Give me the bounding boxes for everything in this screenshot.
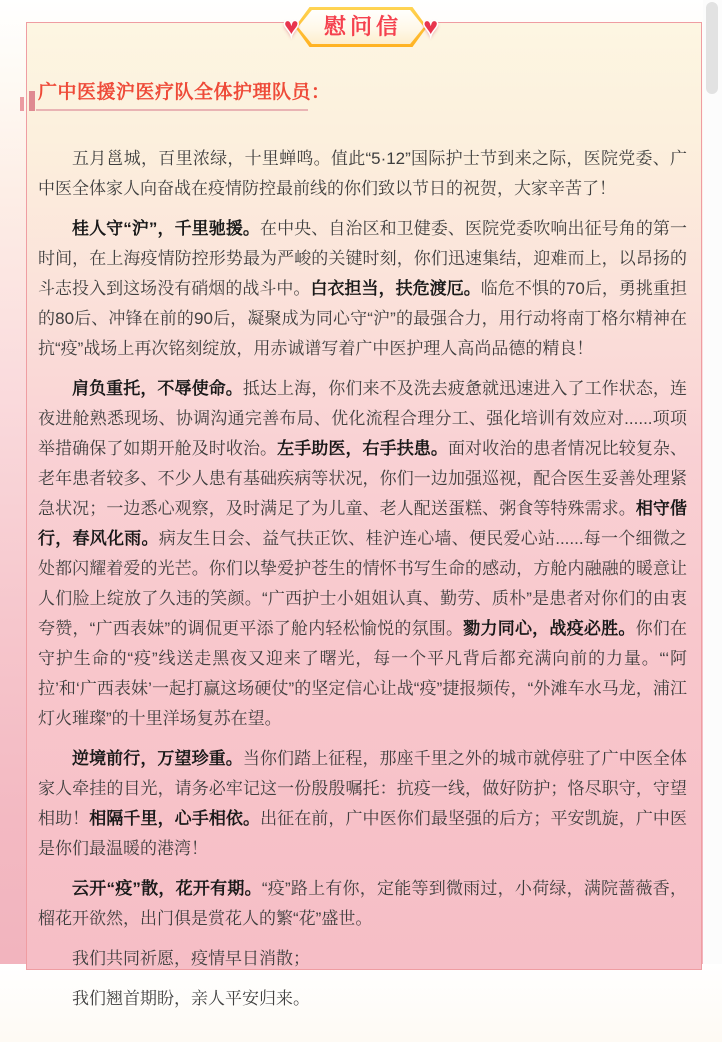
salutation-decoration-bar	[20, 97, 24, 111]
paragraph-text: 病友生日会、益气扶正饮、桂沪连心墙、便民爱心站......每一个细微之处都闪耀着爱的光芒。你们以挚爱护苍生的情怀书写生命的感动，方舱内融融的暖意让人们脸上绽放了久违的笑颜。“广西护士小姐姐认真、勤劳、质朴”是患者对你们的由衷夸赞，“广西表妹”的调侃更平添了舱内轻松愉悦的氛围。	[38, 529, 687, 638]
letter-card	[26, 22, 702, 1008]
paragraph-text: 面对收治的患者情况比较复杂、老年患者较多、不少人患有基础疾病等状况，你们一边加强巡视，配合医生妥善处理紧急状况；一边悉心观察，及时满足了为儿童、老人配送蛋糕、粥食等特殊需求。	[38, 439, 688, 518]
paragraph	[38, 214, 687, 364]
salutation-underline	[36, 109, 308, 111]
paragraph-text: 出征在前，广中医你们最坚强的后方；平安凯旋，广中医是你们最温暖的港湾！	[38, 809, 688, 858]
paragraph-lead-bold: 左手助医，右手扶患。	[277, 439, 448, 458]
paragraph-text: 我们翘首期盼，亲人平安归来。	[72, 989, 310, 1008]
paragraph-text: 当你们踏上征程，那座千里之外的城市就停驻了广中医全体家人牵挂的目光，请务必牢记这一份殷殷嘱托：抗疫一线，做好防护；恪尽职守，守望相助！	[38, 749, 688, 828]
paragraph-lead-bold: 桂人守“沪”，千里驰援。	[72, 219, 260, 238]
paragraph-lead-bold: 逆境前行，万望珍重。	[72, 749, 243, 768]
paragraph	[38, 144, 687, 204]
paragraph-text: 抵达上海，你们来不及洗去疲惫就迅速进入了工作状态，连夜进舱熟悉现场、协调沟通完善布局、优化流程合理分工、强化培训有效应对......项项举措确保了如期开舱及时收治。	[38, 379, 688, 458]
paragraph-text: “疫”路上有你，定能等到微雨过，小荷绿，满院蔷薇香，榴花开欲然，出门俱是赏花人的繁“花”盛世。	[38, 879, 687, 928]
paragraph-text: 在中央、自治区和卫健委、医院党委吹响出征号角的第一时间，在上海疫情防控形势最为严峻的关键时刻，你们迅速集结，迎难而上，以昂扬的斗志投入到这场没有硝烟的战斗中。	[38, 219, 687, 298]
paragraph-text: 我们共同祈愿，疫情早日消散；	[72, 949, 310, 968]
paragraph	[38, 984, 687, 1014]
heart-icon: ♥	[422, 11, 439, 42]
paragraph-lead-bold: 相守偕行，春风化雨。	[38, 499, 688, 548]
salutation-decoration-bar	[29, 91, 35, 111]
paragraph	[38, 744, 687, 864]
paragraph	[38, 874, 687, 934]
paragraph-lead-bold: 相隔千里，心手相依。	[89, 809, 261, 828]
letter-salutation: 广中医援沪医疗队全体护理队员：	[38, 82, 331, 103]
paragraph-text: 五月邕城，百里浓绿，十里蝉鸣。值此“5·12”国际护士节到来之际，医院党委、广中医全体家人向奋战在疫情防控最前线的你们致以节日的祝贺，大家辛苦了！	[38, 149, 687, 198]
paragraph-lead-bold: 肩负重托，不辱使命。	[72, 379, 243, 398]
paragraph-lead-bold: 勠力同心，战疫必胜。	[463, 619, 636, 638]
paragraph-text: 临危不惧的70后，勇挑重担的80后、冲锋在前的90后，凝聚成为同心守“沪”的最强合力，用行动将南丁格尔精神在抗“疫”战场上再次铭刻绽放，用赤诚谱写着广中医护理人高尚品德的精良！	[38, 279, 687, 358]
header-badge	[283, 7, 439, 47]
scrollbar-thumb[interactable]	[706, 2, 718, 94]
paragraph-lead-bold: 白衣担当，扶危渡厄。	[310, 279, 481, 298]
heart-icon: ♥	[283, 11, 300, 42]
paragraph-lead-bold: 云开“疫”散，花开有期。	[72, 879, 262, 898]
badge-title: 慰问信	[323, 14, 402, 39]
letter-body	[27, 144, 701, 1042]
paragraph-text: 你们在守护生命的“疫”线送走黑夜又迎来了曙光，每一个平凡背后都充满向前的力量。“‘阿拉’和‘广西表妹’一起打赢这场硬仗”的坚定信心让战“疫”捷报频传，“外滩车水马龙，浦江灯火璀璨”的十里洋场复苏在望。	[38, 619, 688, 728]
paragraph	[38, 374, 687, 734]
paragraph	[38, 944, 687, 974]
scrollbar[interactable]	[703, 0, 722, 964]
